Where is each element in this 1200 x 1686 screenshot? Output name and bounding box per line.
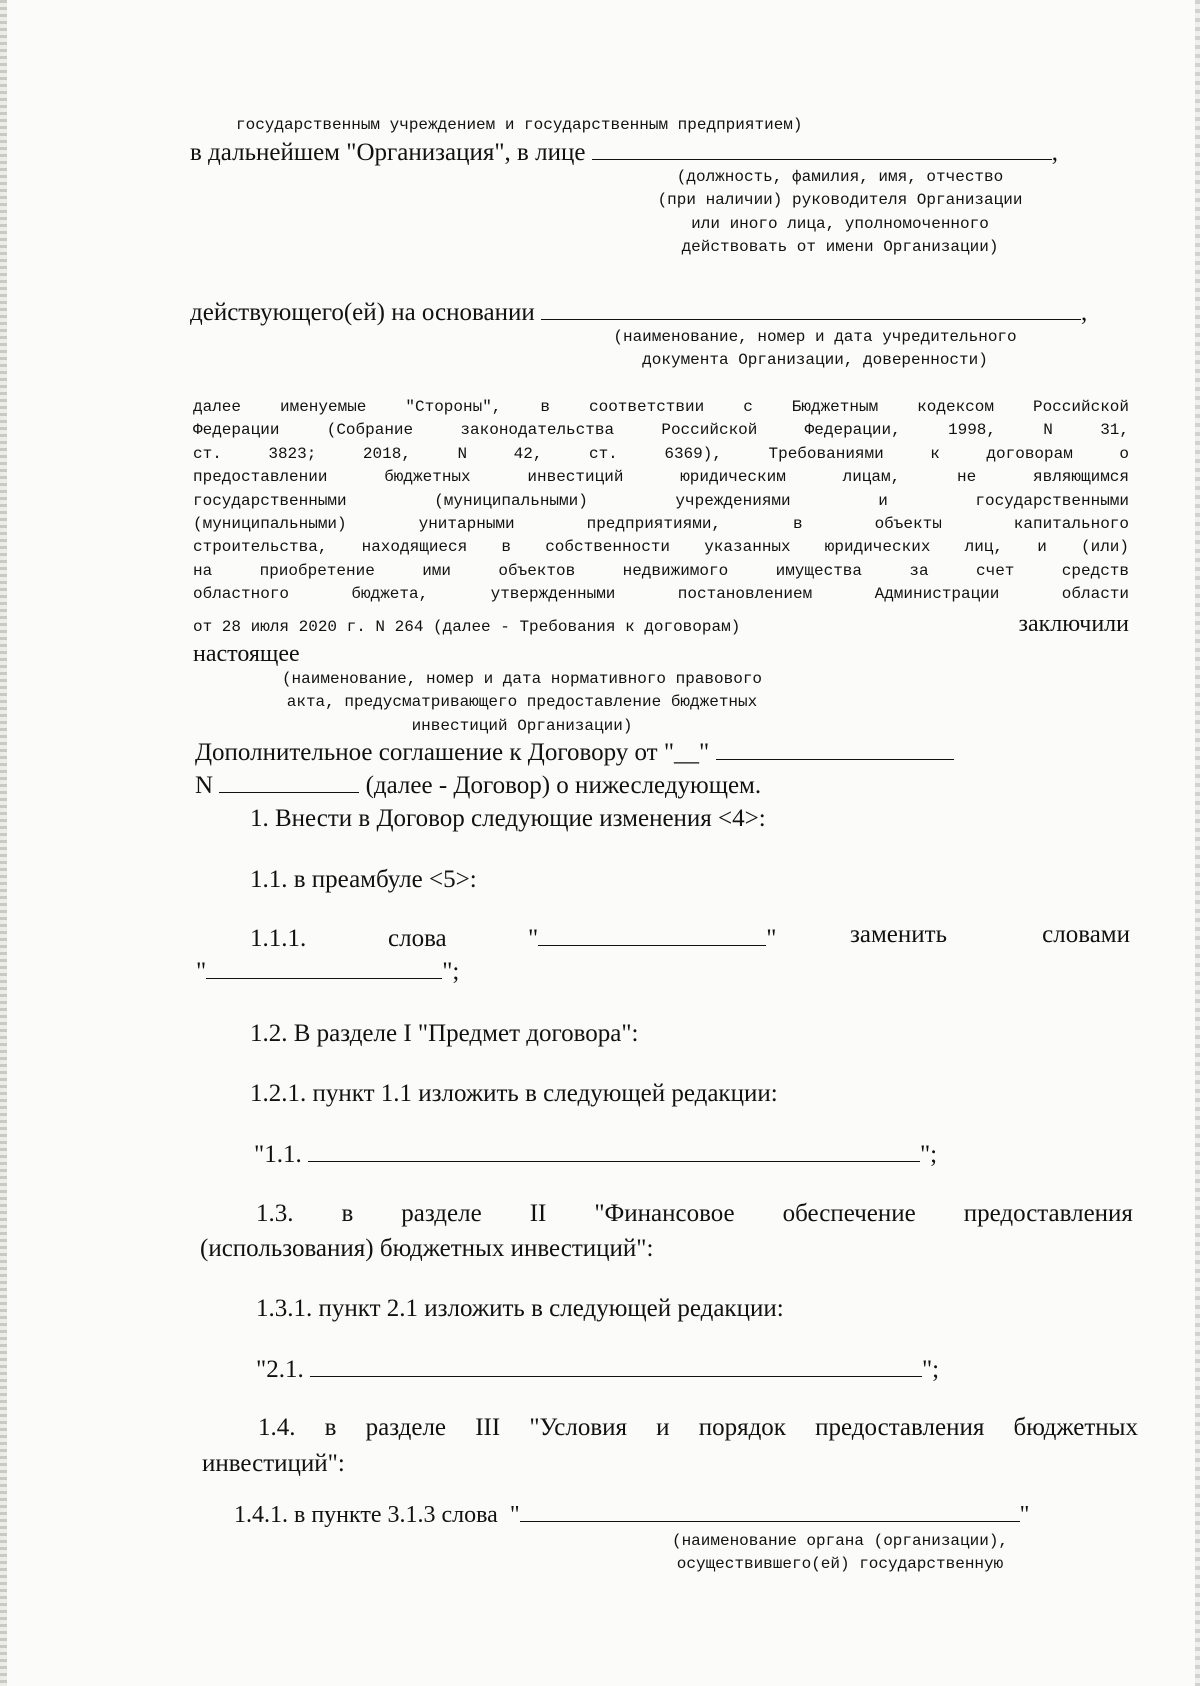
basis-caption: [555, 326, 1075, 373]
caption-line: действовать от имени Организации): [681, 238, 999, 257]
parties-last-line: [193, 611, 1129, 639]
word: порядок: [698, 1414, 786, 1441]
parties-last-line-text: от 28 июля 2020 г. N 264 (далее - Требования к договорам): [193, 618, 741, 636]
clause-2-1-blank: [310, 1358, 922, 1377]
item-1-1: 1.1. в преамбуле <5>:: [250, 866, 477, 893]
caption-line: (наименование, номер и дата учредительного: [613, 328, 1017, 346]
basis-line-text: действующего(ей) на основании: [190, 299, 535, 326]
agreement-line-text: Дополнительное соглашение к Договору от "__": [195, 739, 710, 766]
act-caption: [212, 668, 832, 738]
organization-line-comma: ,: [1051, 139, 1058, 166]
representative-blank: [592, 141, 1052, 160]
caption-line: осуществившего(ей) государственную: [676, 1555, 1004, 1574]
word: разделе: [365, 1414, 447, 1441]
word: в: [324, 1414, 337, 1441]
item-1-1-1-number: 1.1.1.: [250, 925, 307, 952]
paragraph-line: предоставлении бюджетных инвестиций юридическим лицам, не являющимся: [193, 468, 1129, 487]
contract-number-blank: [219, 774, 359, 793]
caption-line: (при наличии) руководителя Организации: [657, 191, 1023, 210]
item-1-1-1-new-words: " ";: [196, 958, 460, 985]
caption-line: (должность, фамилия, имя, отчество: [676, 168, 1004, 186]
clause-1-1-text: [254, 1141, 937, 1169]
caption-line: акта, предусматривающего предоставление бюджетных: [286, 693, 758, 712]
parties-paragraph: [193, 396, 1129, 607]
word: обеспечение: [782, 1200, 916, 1227]
scanned-document-page: государственным учреждением и государственным предприятием) в дальнейшем "Организация", в лице , (должность, фамилия, имя, отчество (при наличии) руководителя Организации или иного лица, уполномоченного действовать от имени Организации) действующего(ей) на основании , (наименование, номер и дата учредительного документа Организации, доверенности) далее именуемые "Стороны", в соответствии с Бюджетным кодексом Российской Федерации (Собрание законодательства Российской Федерации, 1998, N 31, ст. 3823; 2018, N 42, ст. 6369), Требованиями к договорам о предоставлении бюджетных инвестиций юридическим лицам, не являющимся государственными (муниципальными) учреждениями и государственными (муниципальными) унитарными предприятиями, в объекты капитального строительства, находящиеся в собственности указанных юридических лиц, и (или) на приобретение ими объектов недвижимого имущества за счет средств областного бюджета, утвержденными постановлением Администрации области от 28 июля 2020 г. N 264 (далее - Требования к договорам) заключили настоящее (наименование, номер и дата нормативного правового акта, предусматривающего предоставление бюджетных инвестиций Организации) Дополнительное соглашение к Договору от "__" N (далее - Договор) о нижеследующем. 1. Внести в Договор следующие изменения <4>: 1.1. в преамбуле <5>: 1.1.1. слова " " заменить словами " "; 1.2. В разделе I "Предмет договора": 1.2.1. пункт 1.1 изложить в следующей редакции: "1.1. "; 1.3. в разделе II "Финансовое обеспечение предоставления (использования) бюджетных инвестиций": 1.3.1. пункт 2.1 изложить в следующей редакции: "2.1. "; 1.4. в разделе III "Условия и порядок предоставления бюджетных инвестиций": 1.4.1. в пункте 3.1.3 слова " " (наименование органа (организации), осуществившего(ей) государственную: [0, 0, 1200, 1686]
item-1-4-1-text: 1.4.1. в пункте 3.1.3 слова: [234, 1502, 498, 1528]
word: III: [475, 1414, 501, 1441]
new-words-blank: [206, 960, 442, 979]
basis-line-comma: ,: [1080, 299, 1088, 326]
item-1-3-continuation: (использования) бюджетных инвестиций":: [200, 1235, 654, 1262]
contract-number-suffix: (далее - Договор) о нижеследующем.: [365, 772, 762, 799]
item-1-4-continuation: инвестиций":: [202, 1450, 345, 1477]
paragraph-line: строительства, находящиеся в собственности указанных юридических лиц, и (или): [193, 538, 1129, 557]
item-1-3: [256, 1200, 1133, 1228]
paragraph-line: государственными (муниципальными) учреждениями и государственными: [193, 491, 1129, 510]
representative-caption: [600, 166, 1080, 260]
caption-line: или иного лица, уполномоченного: [691, 214, 989, 233]
word: "Условия: [529, 1414, 627, 1441]
paragraph-line: областного бюджета, утвержденными постановлением Администрации области: [193, 585, 1129, 604]
caption-line: (наименование, номер и дата нормативного правового: [281, 670, 763, 688]
caption-line: документа Организации, доверенности): [642, 351, 988, 370]
caption-line: (наименование органа (организации),: [671, 1532, 1009, 1550]
item-1-1-1-end: ";: [442, 958, 460, 985]
item-1-1-1-replace: заменить: [850, 921, 947, 948]
contract-number-line: [195, 772, 761, 800]
item-1-4-1: 1.4.1. в пункте 3.1.3 слова " ": [234, 1502, 1030, 1528]
paragraph-line: ст. 3823; 2018, N 42, ст. 6369), Требованиями к договорам о: [193, 444, 1129, 463]
word: 1.4.: [258, 1414, 296, 1441]
item-1: 1. Внести в Договор следующие изменения <4>:: [250, 805, 766, 832]
top-caption: государственным учреждением и государственным предприятием): [236, 116, 803, 134]
present-word: настоящее: [193, 641, 300, 667]
item-1-2-1: 1.2.1. пункт 1.1 изложить в следующей редакции:: [250, 1080, 778, 1107]
contract-number-prefix: N: [195, 772, 214, 799]
item-1-1-1-word: слова: [388, 925, 447, 952]
word: бюджетных: [1013, 1414, 1138, 1441]
old-words-blank: [538, 927, 766, 946]
clause-1-1-close: ";: [919, 1141, 938, 1168]
word: II: [529, 1200, 547, 1227]
word: 1.3.: [256, 1200, 294, 1227]
word: "Финансовое: [594, 1200, 735, 1227]
word: в: [341, 1200, 354, 1227]
basis-blank: [541, 301, 1081, 320]
word: предоставления: [815, 1414, 985, 1441]
item-1-2: 1.2. В разделе I "Предмет договора":: [250, 1020, 639, 1047]
caption-line: инвестиций Организации): [411, 716, 633, 735]
scan-edge-left: [0, 0, 7, 1686]
paragraph-line: (муниципальными) унитарными предприятиями, в объекты капитального: [193, 514, 1129, 533]
clause-2-1-close: ";: [921, 1356, 940, 1383]
item-1-4: [258, 1414, 1138, 1442]
clause-2-1-text: [256, 1356, 939, 1384]
clause-1-1-open: "1.1.: [254, 1141, 302, 1168]
scan-edge-right: [1195, 0, 1200, 1686]
basis-line: [190, 299, 1087, 327]
item-1-3-1: 1.3.1. пункт 2.1 изложить в следующей редакции:: [256, 1295, 784, 1322]
agreement-line: [195, 739, 954, 767]
clause-1-1-blank: [308, 1143, 920, 1162]
organization-line: [190, 139, 1058, 167]
paragraph-line: Федерации (Собрание законодательства Российской Федерации, 1998, N 31,: [193, 421, 1129, 440]
authority-name-blank: [520, 1503, 1020, 1522]
paragraph-line: далее именуемые "Стороны", в соответствии с Бюджетным кодексом Российской: [193, 398, 1129, 416]
word: предоставления: [963, 1200, 1133, 1227]
authority-caption: [620, 1530, 1060, 1577]
word: разделе: [401, 1200, 482, 1227]
item-1-1-1-with: словами: [1042, 921, 1130, 948]
contract-date-blank: [716, 741, 954, 760]
paragraph-line: на приобретение ими объектов недвижимого имущества за счет средств: [193, 561, 1129, 580]
concluded-word: заключили: [1018, 611, 1129, 637]
organization-line-text: в дальнейшем "Организация", в лице: [190, 139, 586, 166]
word: и: [656, 1414, 670, 1441]
clause-2-1-open: "2.1.: [256, 1356, 304, 1383]
